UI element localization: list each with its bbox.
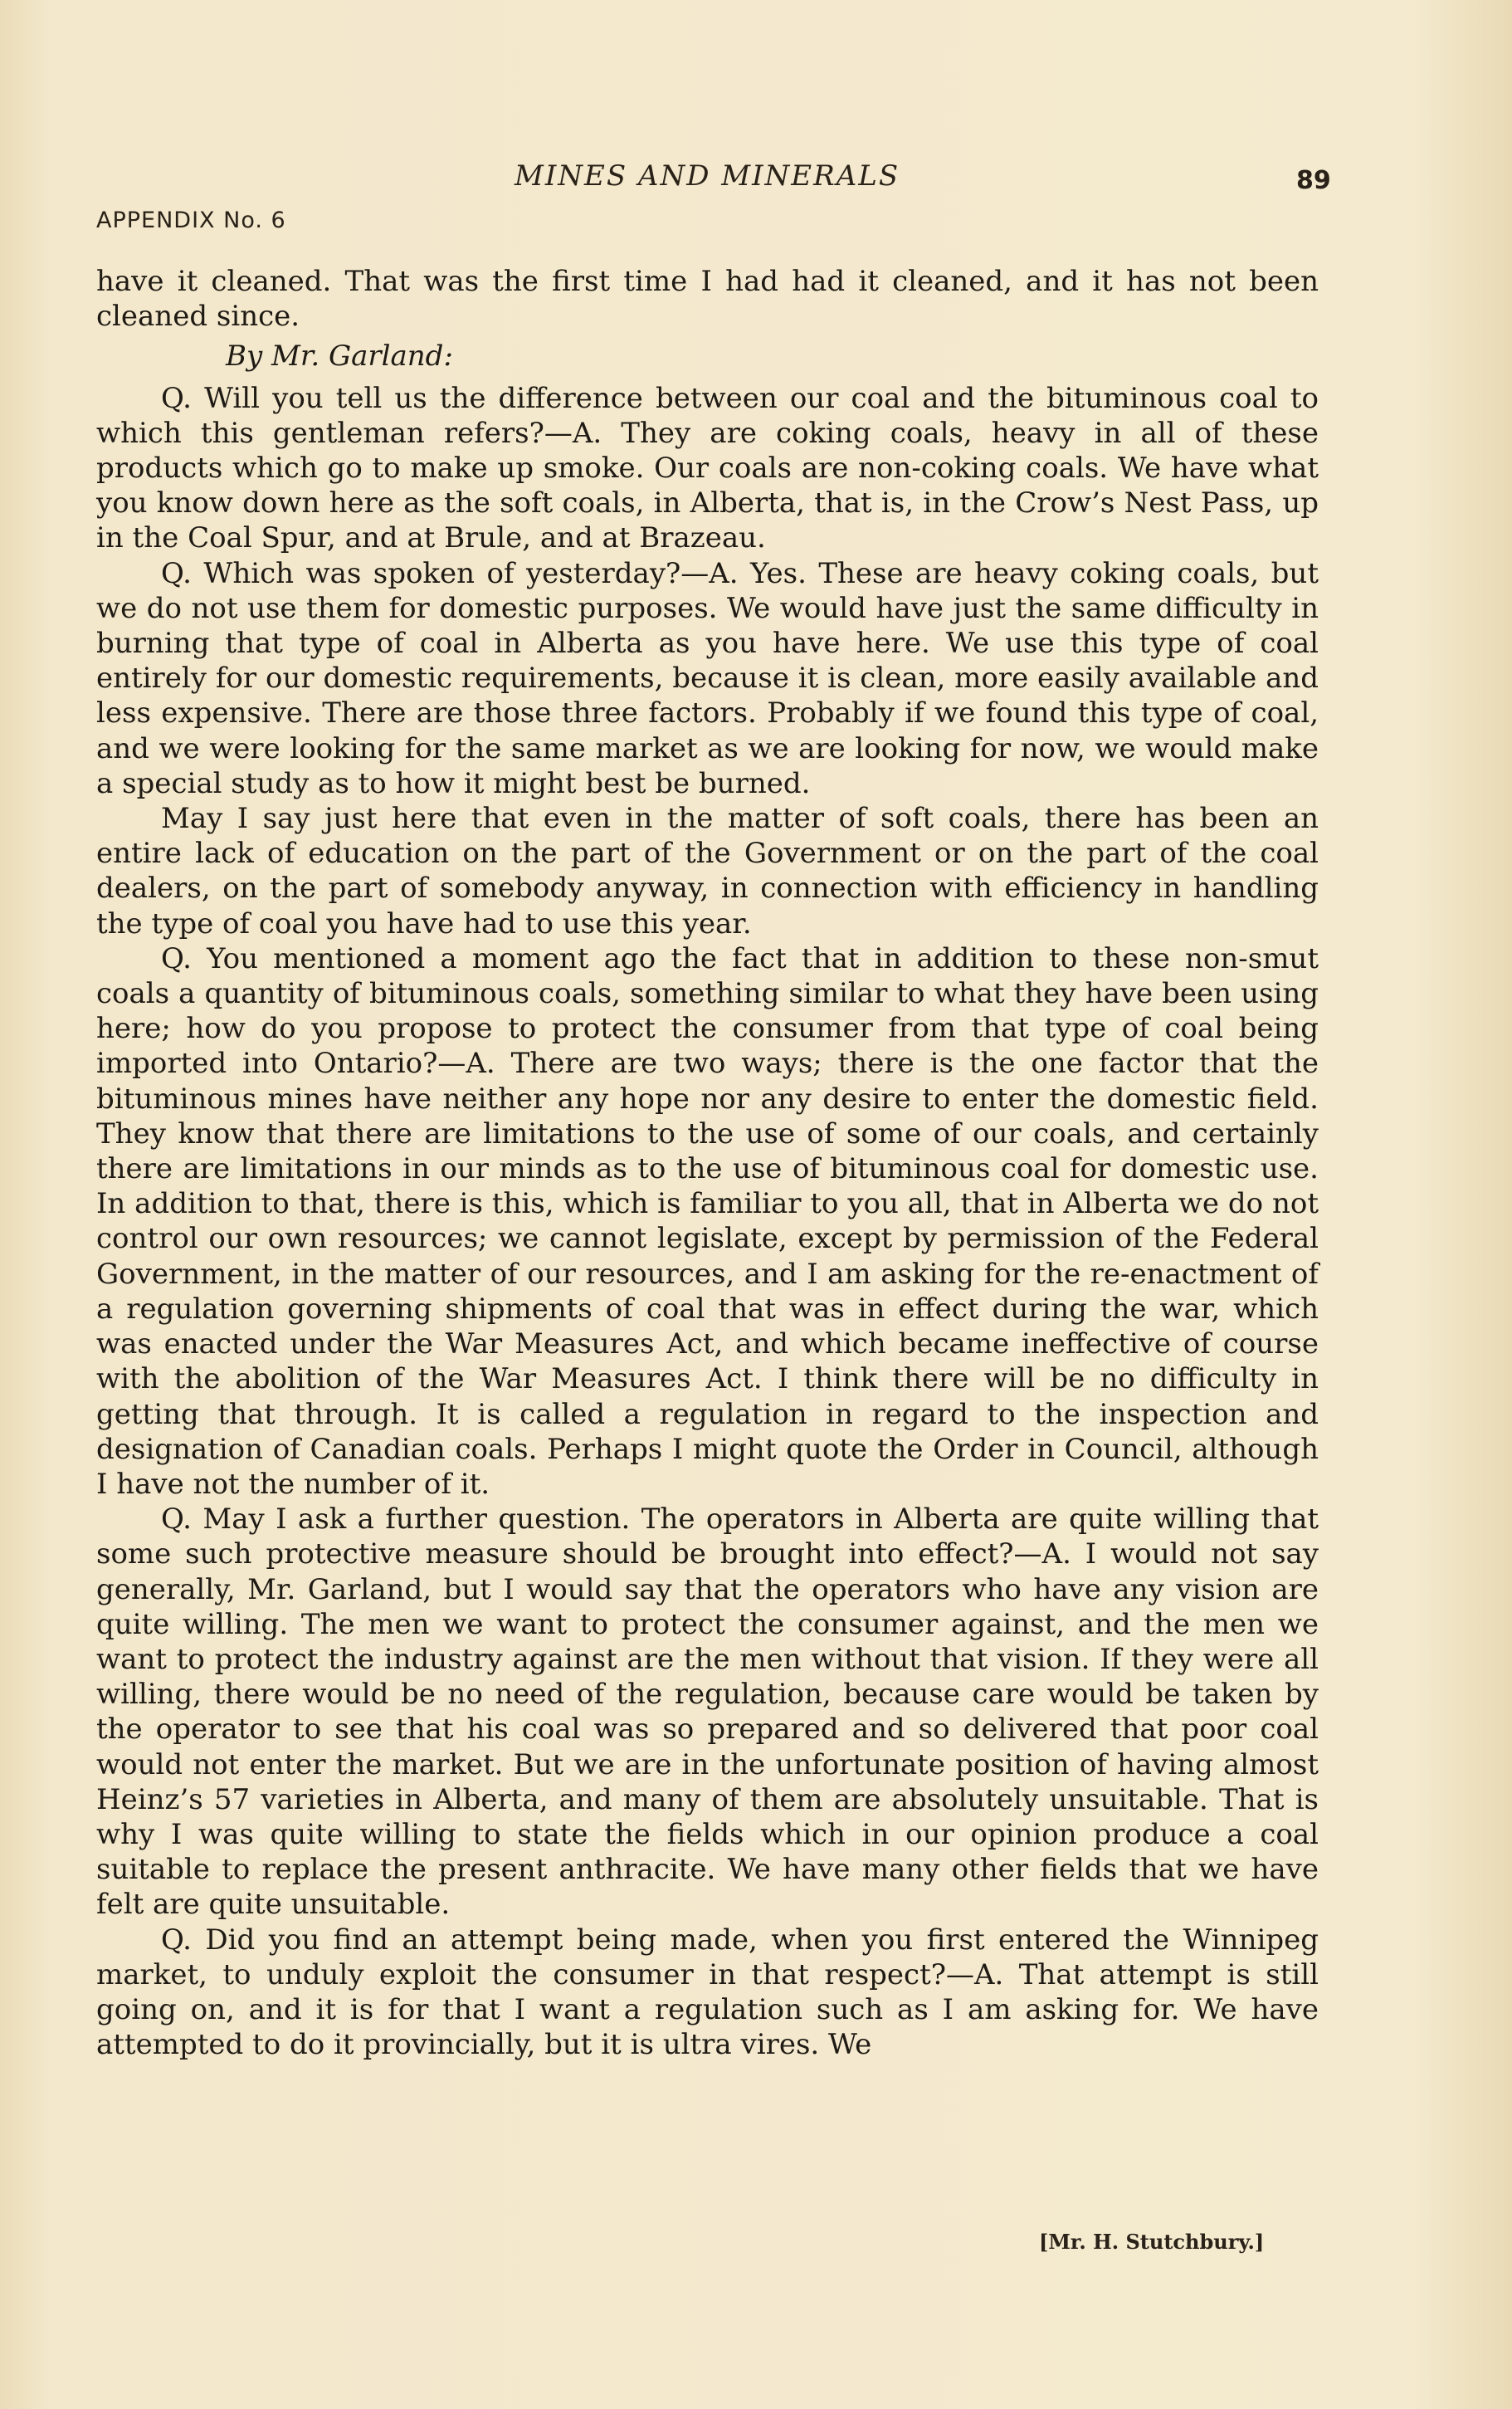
paragraph: have it cleaned. That was the first time I had had it cleaned, and it has not been cleaned since. bbox=[96, 265, 1319, 334]
body-text bbox=[96, 264, 1319, 2062]
paragraph: May I say just here that even in the matter of soft coals, there has been an entire lack of education on the part of the Government or on the part of the coal dealers, on the part of somebody anyway, in connection with efficiency in handling the type of coal you have had to use this year. bbox=[96, 802, 1319, 941]
paragraph: Q. Will you tell us the difference between our coal and the bituminous coal to which this gentleman refers?—A. They are coking coals, heavy in all of these products which go to make up smoke. Our coals are non-coking coals. We have what you know down here as the soft coals, in Alberta, that is, in the Crow’s Nest Pass, up in the Coal Spur, and at Brule, and at Brazeau. bbox=[96, 381, 1319, 555]
page-number: 89 bbox=[1296, 166, 1331, 195]
paragraph: Q. You mentioned a moment ago the fact that in addition to these non-smut coals a quantity of bituminous coals, something similar to what they have been using here; how do you propose to protect the consumer from that type of coal being imported into Ontario?—A. There are two ways; there is the one factor that the bituminous mines have neither any hope nor any desire to enter the domestic field. They know that there are limitations to the use of some of our coals, and certainly there are limitations in our minds as to the use of bituminous coal for domestic use. In addition to that, there is this, which is familiar to you all, that in Alberta we do not control our own resources; we cannot legislate, except by permission of the Federal Government, in the matter of our resources, and I am asking for the re-enactment of a regulation governing shipments of coal that was in effect during the war, which was enacted under the War Measures Act, and which became ineffective of course with the abolition of the War Measures Act. I think there will be no difficulty in getting that through. It is called a regulation in regard to the inspection and designation of Canadian coals. Perhaps I might quote the Order in Council, although I have not the number of it. bbox=[96, 941, 1319, 1501]
paragraph: Q. Did you find an attempt being made, when you first entered the Winnipeg market, to unduly exploit the consumer in that respect?—A. That attempt is still going on, and it is for that I want a regulation such as I am asking for. We have attempted to do it provincially, but it is ultra vires. We bbox=[96, 1923, 1319, 2062]
speaker-reference: [Mr. H. Stutchbury.] bbox=[1039, 2230, 1265, 2254]
running-head bbox=[0, 159, 1512, 201]
appendix-label: APPENDIX No. 6 bbox=[96, 208, 286, 233]
paragraph: Q. Which was spoken of yesterday?—A. Yes. These are heavy coking coals, but we do not use them for domestic purposes. We would have just the same difficulty in burning that type of coal in Alberta as you have here. We use this type of coal entirely for our domestic requirements, because it is clean, more easily available and less expensive. There are those three factors. Probably if we found this type of coal, and we were looking for the same market as we are looking for now, we would make a special study as to how it might best be burned. bbox=[96, 556, 1319, 800]
speaker-heading: By Mr. Garland: bbox=[226, 340, 453, 374]
paragraph: Q. May I ask a further question. The operators in Alberta are quite willing that some such protective measure should be brought into effect?—A. I would not say generally, Mr. Garland, but I would say that the operators who have any vision are quite willing. The men we want to protect the consumer against, and the men we want to protect the industry against are the men without that vision. If they were all willing, there would be no need of the regulation, because care would be taken by the operator to see that his coal was so prepared and so delivered that poor coal would not enter the market. But we are in the unfortunate position of having almost Heinz’s 57 varieties in Alberta, and many of them are absolutely unsuitable. That is why I was quite willing to state the fields which in our opinion produce a coal suitable to replace the present anthracite. We have many other fields that we have felt are quite unsuitable. bbox=[96, 1503, 1319, 1922]
running-title: MINES AND MINERALS bbox=[515, 159, 900, 193]
